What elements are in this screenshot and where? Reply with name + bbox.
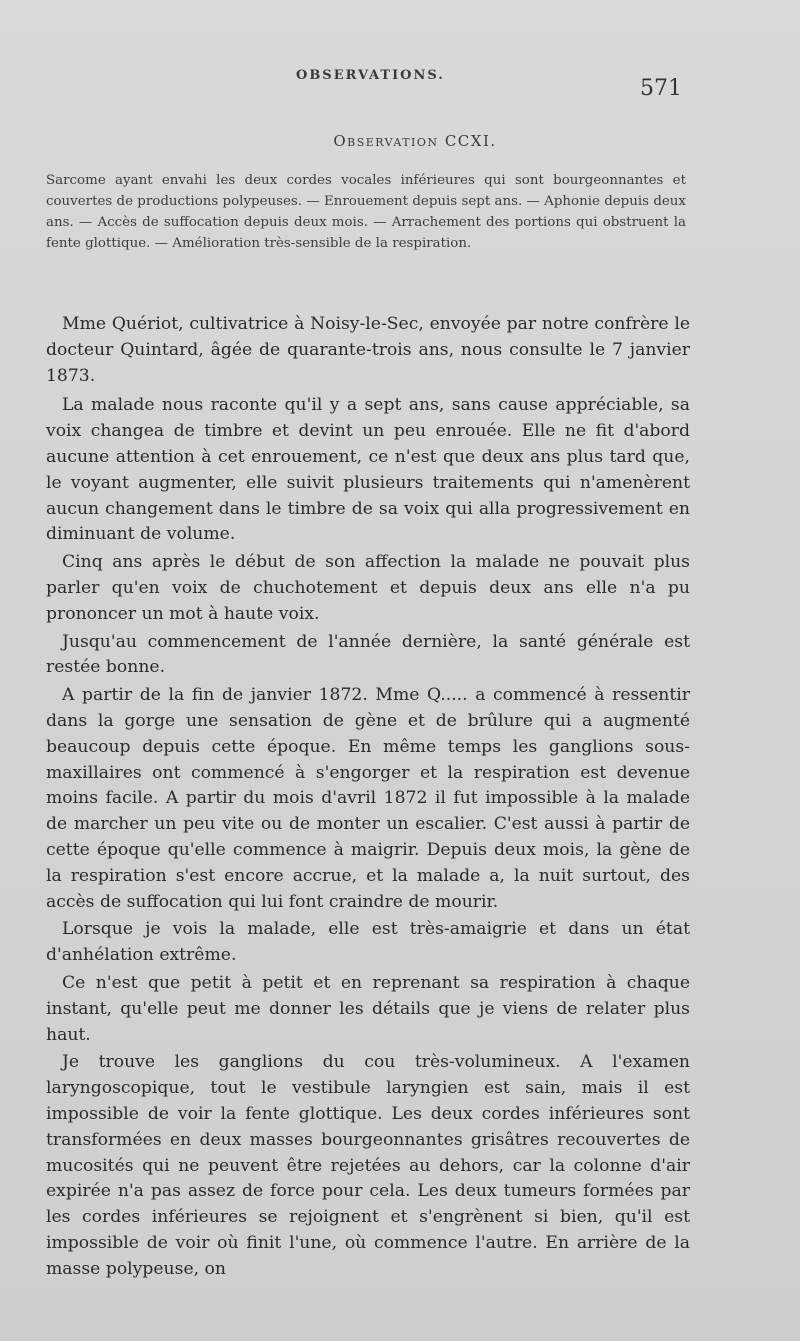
summary-text: Sarcome ayant envahi les deux cordes vocales inférieures qui sont bourgeonnantes et couvertes de productions polypeuses. — Enrouement depuis sept ans. — Aphonie depuis deux ans. — Accès de suffocation depuis deux mois. — Arrachement des portions qui obstruent la fente glottique. — Amélioration très-sensible de la respiration.	[46, 173, 686, 251]
observation-summary	[46, 170, 686, 254]
running-head	[0, 68, 800, 101]
paragraph: Cinq ans après le début de son affection la malade ne pouvait plus parler qu'en voix de chuchotement et depuis deux ans elle n'a pu prononcer un mot à haute voix.	[46, 552, 690, 624]
paragraph: Ce n'est que petit à petit et en reprenant sa respiration à chaque instant, qu'elle peut me donner les détails que je viens de relater plus haut.	[46, 972, 690, 1045]
paragraph: Jusqu'au commencement de l'année dernière, la santé générale est restée bonne.	[46, 631, 690, 678]
observation-title: Observation CCXI.	[333, 132, 497, 150]
paragraph: Mme Quériot, cultivatrice à Noisy-le-Sec, envoyée par notre confrère le docteur Quintard, âgée de quarante-trois ans, nous consulte le 7 janvier 1873.	[46, 314, 690, 386]
paragraph: La malade nous raconte qu'il y a sept ans, sans cause appréciable, sa voix changea de timbre et devint un peu enrouée. Elle ne fit d'abord aucune attention à cet enrouement, ce n'est que deux ans plus tard que, le voyant augmenter, elle suivit plusieurs traitements qui n'amenèrent aucun changement dans le timbre de sa voix qui alla progressivement en diminuant de volume.	[46, 395, 690, 545]
paragraph: A partir de la fin de janvier 1872. Mme Q..... a commencé à ressentir dans la gorge une sensation de gène et de brûlure qui a augmenté beaucoup depuis cette époque. En même temps les ganglions sous-maxillaires ont commencé à s'engorger et la respiration est devenue moins facile. A partir du mois d'avril 1872 il fut impossible à la malade de marcher un peu vite ou de monter un escalier. C'est aussi à partir de cette époque qu'elle commence à maigrir. Depuis deux mois, la gène de la respiration s'est encore accrue, et la malade a, la nuit surtout, des accès de suffocation qui lui font craindre de mourir.	[46, 685, 690, 912]
paragraph: Lorsque je vois la malade, elle est très-amaigrie et dans un état d'anhélation extrême.	[46, 919, 690, 966]
observation-body	[46, 312, 690, 1284]
page-number: 571	[640, 76, 682, 101]
paragraph: Je trouve les ganglions du cou très-volumineux. A l'examen laryngoscopique, tout le vestibule laryngien est sain, mais il est impossible de voir la fente glottique. Les deux cordes inférieures sont transformées en deux masses bourgeonnantes grisâtres recouvertes de mucosités qui ne peuvent être rejetées au dehors, car la colonne d'air expirée n'a pas assez de force pour cela. Les deux tumeurs formées par les cordes inférieures se rejoignent et s'engrènent si bien, qu'il est impossible de voir où finit l'une, où commence l'autre. En arrière de la masse polypeuse, on	[46, 1052, 690, 1279]
running-title: OBSERVATIONS.	[296, 68, 445, 83]
